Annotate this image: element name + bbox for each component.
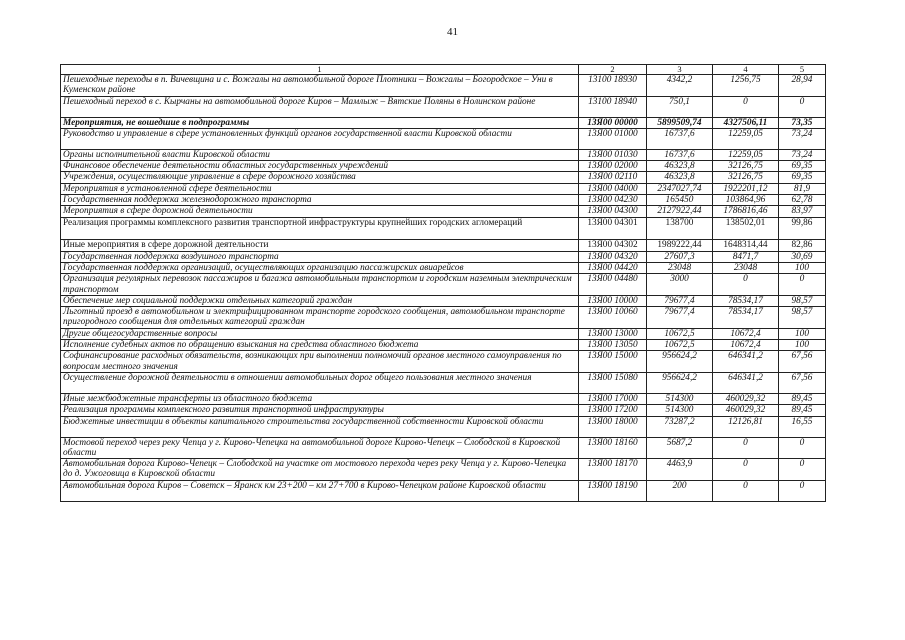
row-actual-cell: 646341,2 <box>713 372 779 393</box>
row-code-cell: 13Я00 18190 <box>579 480 647 501</box>
table-body <box>61 65 826 502</box>
row-plan-cell: 5899509,74 <box>647 117 713 128</box>
row-actual-cell: 646341,2 <box>713 351 779 373</box>
row-actual-cell: 78534,17 <box>713 307 779 329</box>
table-row <box>61 372 826 393</box>
page-number: 41 <box>447 26 458 38</box>
row-percent-cell: 67,56 <box>779 351 826 373</box>
row-name-cell: Автомобильная дорога Кирово-Чепецк – Слободской на участке от мостового перехода через реку Чепца у г. Кирово-Чепецка до д. Ужоговица в Кировской области <box>61 459 579 481</box>
row-plan-cell: 27607,3 <box>647 251 713 262</box>
table-row <box>61 393 826 404</box>
row-actual-cell: 0 <box>713 437 779 459</box>
table-row <box>61 459 826 481</box>
row-plan-cell: 956624,2 <box>647 372 713 393</box>
row-actual-cell: 12126,81 <box>713 416 779 437</box>
row-plan-cell: 514300 <box>647 393 713 404</box>
table-row <box>61 172 826 183</box>
row-name-cell: Иные межбюджетные трансферты из областного бюджета <box>61 393 579 404</box>
row-percent-cell: 100 <box>779 328 826 339</box>
row-name-cell: Мероприятия в сфере дорожной деятельности <box>61 206 579 217</box>
table-row <box>61 295 826 306</box>
table-row <box>61 351 826 373</box>
table-row <box>61 195 826 206</box>
table-row <box>61 117 826 128</box>
table-row <box>61 206 826 217</box>
row-actual-cell: 12259,05 <box>713 149 779 160</box>
row-code-cell: 13Я00 15080 <box>579 372 647 393</box>
row-percent-cell: 83,97 <box>779 206 826 217</box>
row-code-cell: 13Я00 01030 <box>579 149 647 160</box>
row-plan-cell: 750,1 <box>647 96 713 117</box>
column-header: 2 <box>579 65 647 75</box>
row-percent-cell: 89,45 <box>779 405 826 416</box>
row-code-cell: 13Я00 17200 <box>579 405 647 416</box>
row-percent-cell: 82,86 <box>779 239 826 251</box>
row-plan-cell: 73287,2 <box>647 416 713 437</box>
table-row <box>61 251 826 262</box>
table-row <box>61 437 826 459</box>
row-plan-cell: 4463,9 <box>647 459 713 481</box>
row-percent-cell: 0 <box>779 480 826 501</box>
row-name-cell: Пешеходный переход в с. Кырчаны на автомобильной дороге Киров – Мамлыж – Вятские Поляны в Нолинском районе <box>61 96 579 117</box>
row-code-cell: 13Я00 04420 <box>579 262 647 273</box>
row-name-cell: Учреждения, осуществляющие управление в сфере дорожного хозяйства <box>61 172 579 183</box>
row-plan-cell: 79677,4 <box>647 295 713 306</box>
row-percent-cell: 0 <box>779 274 826 296</box>
row-percent-cell: 98,57 <box>779 295 826 306</box>
row-percent-cell: 16,55 <box>779 416 826 437</box>
row-actual-cell: 78534,17 <box>713 295 779 306</box>
row-code-cell: 13100 18940 <box>579 96 647 117</box>
row-actual-cell: 1648314,44 <box>713 239 779 251</box>
row-plan-cell: 2347027,74 <box>647 183 713 194</box>
row-code-cell: 13Я00 17000 <box>579 393 647 404</box>
row-percent-cell: 73,35 <box>779 117 826 128</box>
row-code-cell: 13Я00 10000 <box>579 295 647 306</box>
row-percent-cell: 73,24 <box>779 149 826 160</box>
table-row <box>61 217 826 239</box>
row-actual-cell: 23048 <box>713 262 779 273</box>
row-plan-cell: 2127922,44 <box>647 206 713 217</box>
row-percent-cell: 73,24 <box>779 128 826 149</box>
row-name-cell: Пешеходные переходы в п. Вичевщина и с. Вожгалы на автомобильной дороге Плотники – Вожгалы – Богородское – Уни в Куменском районе <box>61 75 579 97</box>
row-code-cell: 13Я00 04320 <box>579 251 647 262</box>
row-actual-cell: 0 <box>713 459 779 481</box>
row-code-cell: 13100 18930 <box>579 75 647 97</box>
row-plan-cell: 10672,5 <box>647 328 713 339</box>
row-plan-cell: 46323,8 <box>647 161 713 172</box>
row-actual-cell: 1256,75 <box>713 75 779 97</box>
column-header: 1 <box>61 65 579 75</box>
row-code-cell: 13Я00 04301 <box>579 217 647 239</box>
table-row <box>61 75 826 97</box>
row-actual-cell: 0 <box>713 480 779 501</box>
row-percent-cell: 81,9 <box>779 183 826 194</box>
table-row <box>61 239 826 251</box>
row-name-cell: Исполнение судебных актов по обращению взыскания на средства областного бюджета <box>61 340 579 351</box>
row-plan-cell: 138700 <box>647 217 713 239</box>
row-code-cell: 13Я00 18170 <box>579 459 647 481</box>
table-row <box>61 128 826 149</box>
row-actual-cell: 32126,75 <box>713 172 779 183</box>
row-plan-cell: 46323,8 <box>647 172 713 183</box>
row-name-cell: Бюджетные инвестиции в объекты капитального строительства государственной собственности Кировской области <box>61 416 579 437</box>
row-actual-cell: 10672,4 <box>713 328 779 339</box>
row-name-cell: Автомобильная дорога Киров – Советск – Яранск км 23+200 – км 27+700 в Кирово-Чепецком районе Кировской области <box>61 480 579 501</box>
budget-table <box>60 64 826 502</box>
row-plan-cell: 514300 <box>647 405 713 416</box>
row-name-cell: Финансовое обеспечение деятельности областных государственных учреждений <box>61 161 579 172</box>
table-row <box>61 274 826 296</box>
table-header-row <box>61 65 826 75</box>
row-name-cell: Органы исполнительной власти Кировской области <box>61 149 579 160</box>
row-code-cell: 13Я00 10060 <box>579 307 647 329</box>
row-name-cell: Иные мероприятия в сфере дорожной деятельности <box>61 239 579 251</box>
row-code-cell: 13Я00 13000 <box>579 328 647 339</box>
row-plan-cell: 956624,2 <box>647 351 713 373</box>
row-code-cell: 13Я00 15000 <box>579 351 647 373</box>
row-actual-cell: 460029,32 <box>713 393 779 404</box>
row-name-cell: Обеспечение мер социальной поддержки отдельных категорий граждан <box>61 295 579 306</box>
row-code-cell: 13Я00 04480 <box>579 274 647 296</box>
row-plan-cell: 165450 <box>647 195 713 206</box>
row-name-cell: Мостовой переход через реку Чепца у г. Кирово-Чепецка на автомобильной дороге Кирово-Чепецк – Слободской в Кировской области <box>61 437 579 459</box>
row-actual-cell: 1922201,12 <box>713 183 779 194</box>
row-code-cell: 13Я00 02000 <box>579 161 647 172</box>
row-plan-cell: 5687,2 <box>647 437 713 459</box>
row-percent-cell: 100 <box>779 340 826 351</box>
table-row <box>61 328 826 339</box>
table-row <box>61 307 826 329</box>
row-actual-cell: 138502,01 <box>713 217 779 239</box>
row-plan-cell: 4342,2 <box>647 75 713 97</box>
row-name-cell: Реализация программы комплексного развития транспортной инфраструктуры крупнейших городских агломераций <box>61 217 579 239</box>
table-row <box>61 96 826 117</box>
column-header: 3 <box>647 65 713 75</box>
row-name-cell: Софинансирование расходных обязательств, возникающих при выполнении полномочий органов местного самоуправления по вопросам местного значения <box>61 351 579 373</box>
row-plan-cell: 200 <box>647 480 713 501</box>
table-row <box>61 161 826 172</box>
row-plan-cell: 16737,6 <box>647 149 713 160</box>
row-actual-cell: 12259,05 <box>713 128 779 149</box>
row-percent-cell: 28,94 <box>779 75 826 97</box>
row-actual-cell: 10672,4 <box>713 340 779 351</box>
table-row <box>61 149 826 160</box>
column-header: 5 <box>779 65 826 75</box>
table-row <box>61 262 826 273</box>
row-code-cell: 13Я00 04302 <box>579 239 647 251</box>
row-code-cell: 13Я00 04300 <box>579 206 647 217</box>
row-plan-cell: 3000 <box>647 274 713 296</box>
row-code-cell: 13Я00 18160 <box>579 437 647 459</box>
row-name-cell: Осуществление дорожной деятельности в отношении автомобильных дорог общего пользования местного значения <box>61 372 579 393</box>
table-row <box>61 480 826 501</box>
row-actual-cell: 103864,96 <box>713 195 779 206</box>
row-name-cell: Государственная поддержка организаций, осуществляющих организацию пассажирских авиарейсов <box>61 262 579 273</box>
row-plan-cell: 16737,6 <box>647 128 713 149</box>
table-row <box>61 405 826 416</box>
row-percent-cell: 100 <box>779 262 826 273</box>
row-code-cell: 13Я00 04000 <box>579 183 647 194</box>
table-row <box>61 183 826 194</box>
row-actual-cell: 32126,75 <box>713 161 779 172</box>
row-percent-cell: 62,78 <box>779 195 826 206</box>
row-percent-cell: 99,86 <box>779 217 826 239</box>
row-plan-cell: 1989222,44 <box>647 239 713 251</box>
row-percent-cell: 30,69 <box>779 251 826 262</box>
row-name-cell: Государственная поддержка воздушного транспорта <box>61 251 579 262</box>
row-code-cell: 13Я00 13050 <box>579 340 647 351</box>
table-row <box>61 340 826 351</box>
row-name-cell: Государственная поддержка железнодорожного транспорта <box>61 195 579 206</box>
row-actual-cell: 0 <box>713 274 779 296</box>
row-plan-cell: 79677,4 <box>647 307 713 329</box>
row-name-cell: Мероприятия, не вошедшие в подпрограммы <box>61 117 579 128</box>
row-actual-cell: 4327506,11 <box>713 117 779 128</box>
row-code-cell: 13Я00 00000 <box>579 117 647 128</box>
row-percent-cell: 89,45 <box>779 393 826 404</box>
row-percent-cell: 0 <box>779 437 826 459</box>
row-percent-cell: 67,56 <box>779 372 826 393</box>
row-code-cell: 13Я00 18000 <box>579 416 647 437</box>
row-percent-cell: 69,35 <box>779 161 826 172</box>
row-plan-cell: 10672,5 <box>647 340 713 351</box>
row-percent-cell: 69,35 <box>779 172 826 183</box>
table-row <box>61 416 826 437</box>
row-name-cell: Льготный проезд в автомобильном и электрифицированном транспорте городского сообщения, автомобильном транспорте пригородного сообщения для отдельных категорий граждан <box>61 307 579 329</box>
row-name-cell: Другие общегосударственные вопросы <box>61 328 579 339</box>
row-actual-cell: 8471,7 <box>713 251 779 262</box>
row-name-cell: Мероприятия в установленной сфере деятельности <box>61 183 579 194</box>
row-actual-cell: 1786816,46 <box>713 206 779 217</box>
row-name-cell: Реализация программы комплексного развития транспортной инфраструктуры <box>61 405 579 416</box>
row-name-cell: Руководство и управление в сфере установленных функций органов государственной власти Кировской области <box>61 128 579 149</box>
row-code-cell: 13Я00 04230 <box>579 195 647 206</box>
row-plan-cell: 23048 <box>647 262 713 273</box>
row-actual-cell: 460029,32 <box>713 405 779 416</box>
column-header: 4 <box>713 65 779 75</box>
row-percent-cell: 98,57 <box>779 307 826 329</box>
row-actual-cell: 0 <box>713 96 779 117</box>
row-code-cell: 13Я00 02110 <box>579 172 647 183</box>
row-code-cell: 13Я00 01000 <box>579 128 647 149</box>
row-percent-cell: 0 <box>779 96 826 117</box>
row-name-cell: Организация регулярных перевозок пассажиров и багажа автомобильным транспортом и городским наземным электрическим транспортом <box>61 274 579 296</box>
row-percent-cell: 0 <box>779 459 826 481</box>
